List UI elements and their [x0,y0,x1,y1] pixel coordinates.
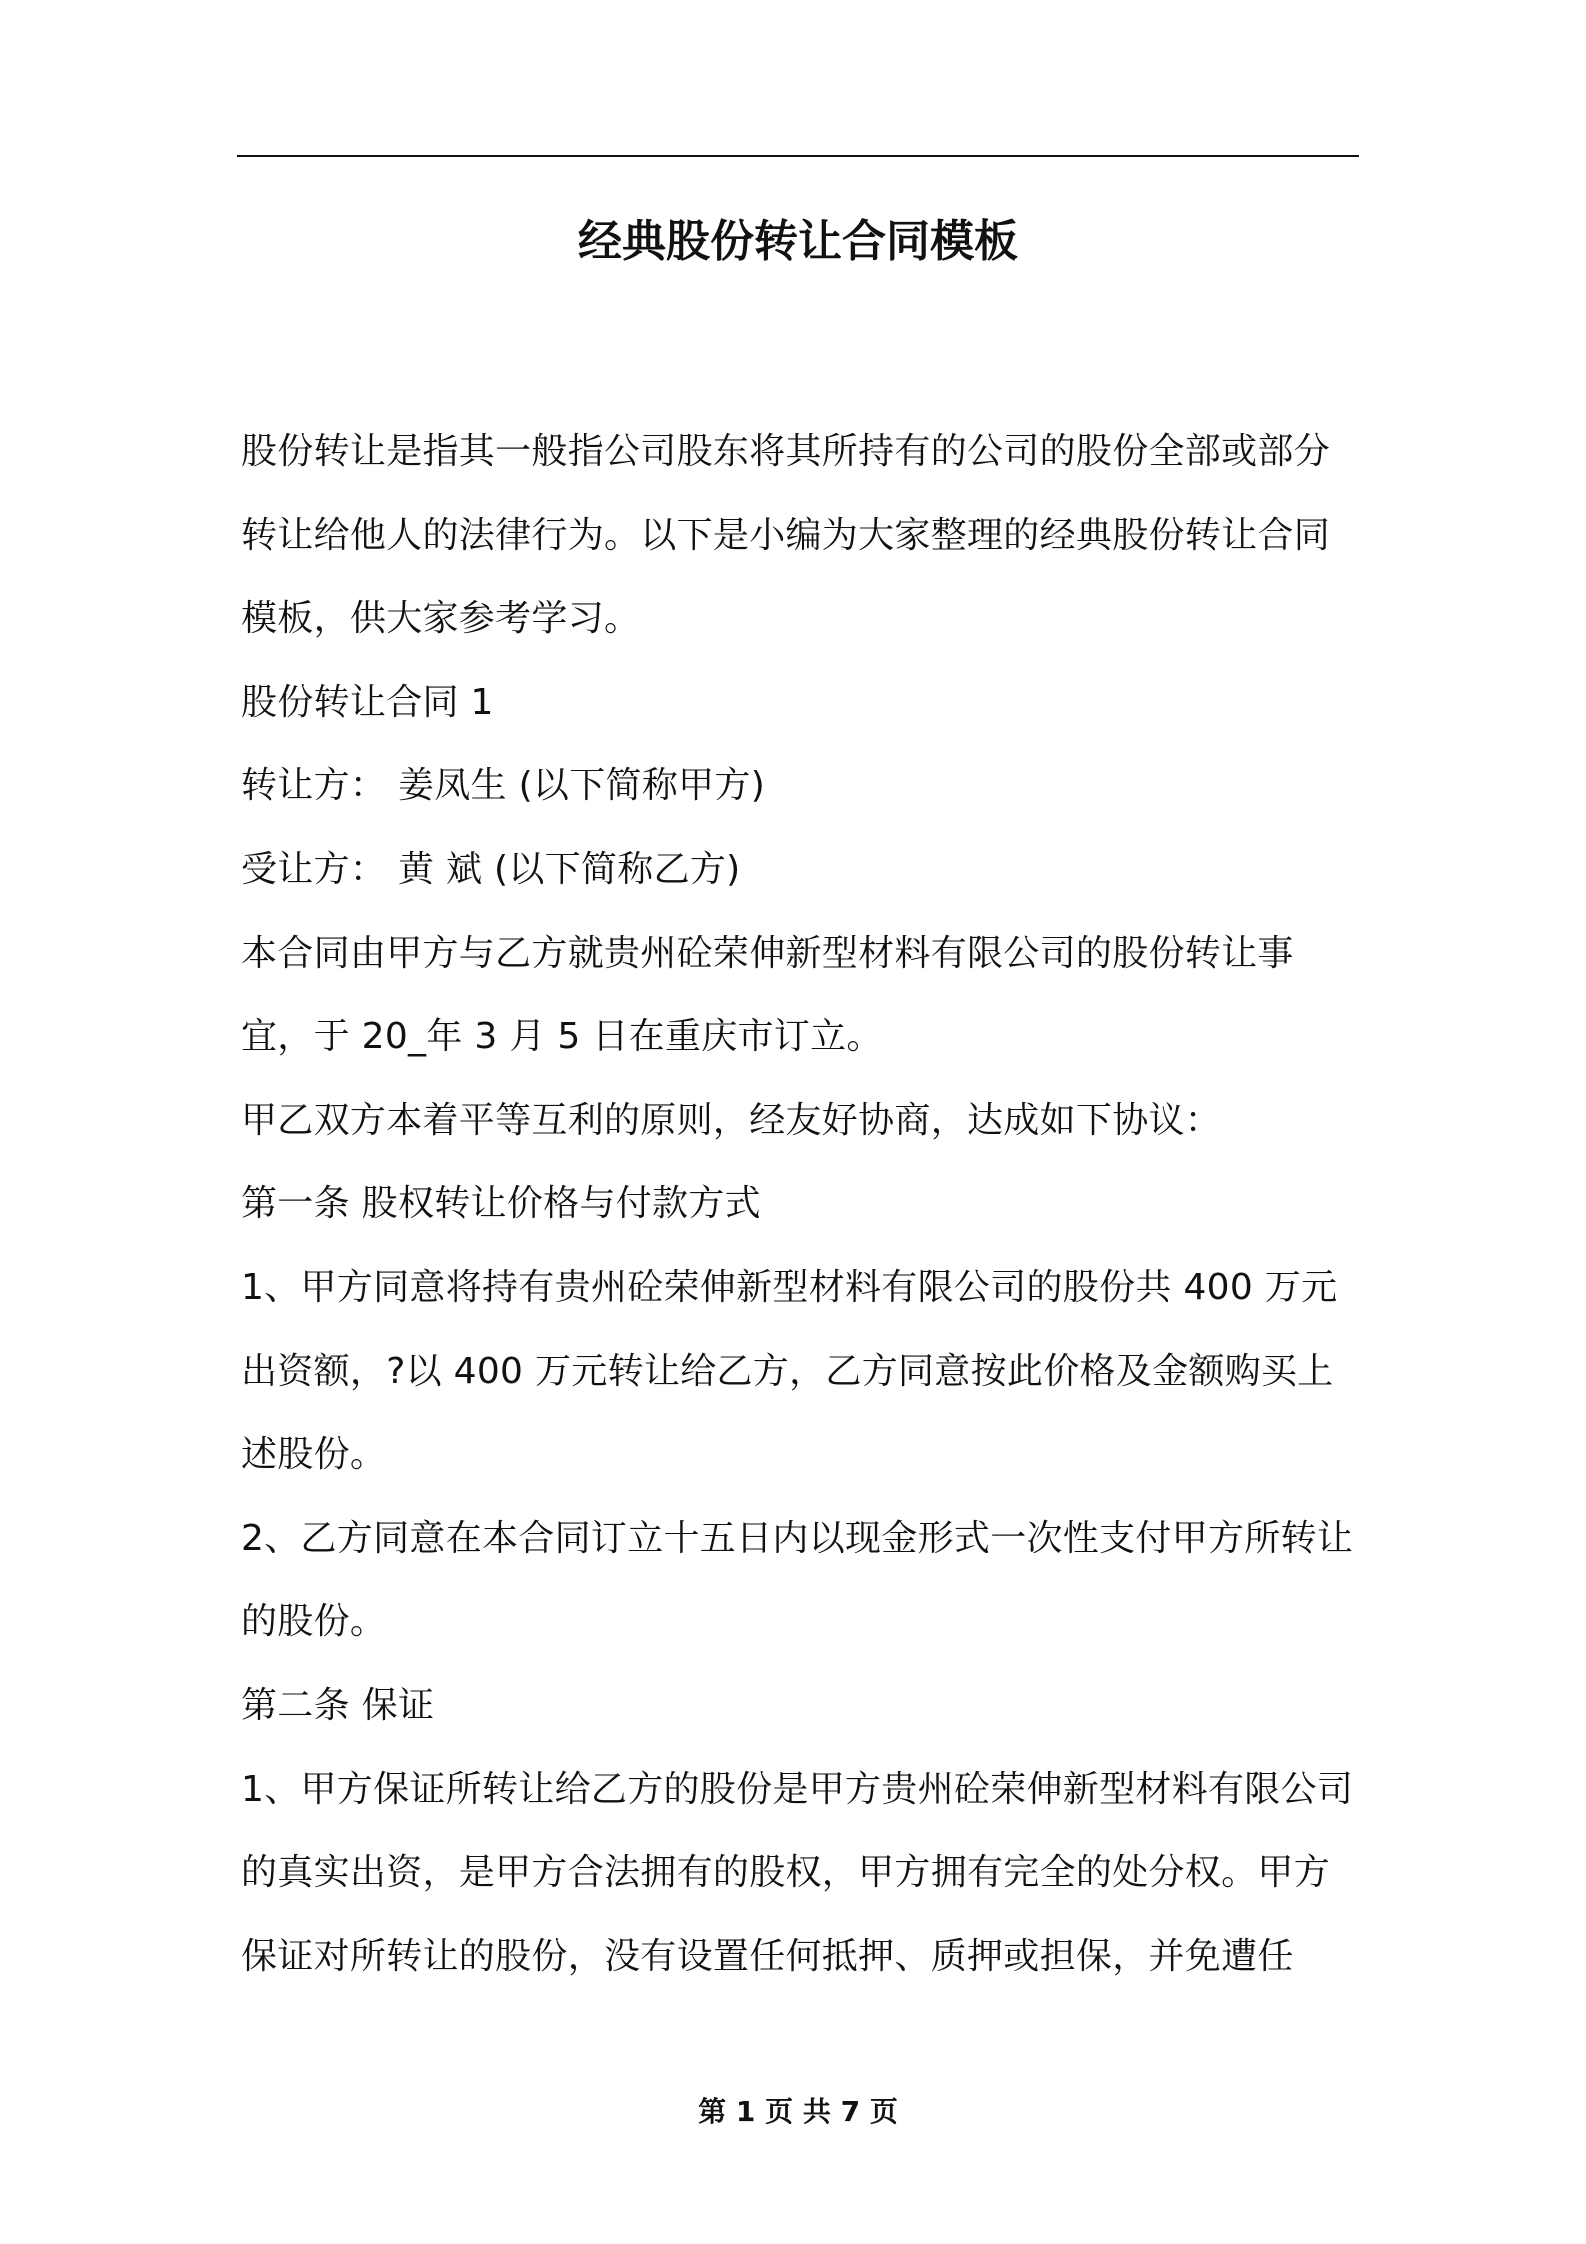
transferee-line: 受让方： 黄 斌 (以下简称乙方) [241,848,741,890]
article-1-clause-1: 1、甲方同意将持有贵州砼荣伸新型材料有限公司的股份共 400 万元出资额，?以 400 万元转让给乙方，乙方同意按此价格及金额购买上述股份。 [241,1266,1338,1476]
contract-heading: 股份转让合同 1 [241,681,494,723]
article-1-heading: 第一条 股权转让价格与付款方式 [241,1183,761,1225]
contract-preamble: 本合同由甲方与乙方就贵州砼荣伸新型材料有限公司的股份转让事宜，于 20_年 3 月 5 日在重庆市订立。 [241,932,1294,1058]
article-2-clause-1: 1、甲方保证所转让给乙方的股份是甲方贵州砼荣伸新型材料有限公司的真实出资，是甲方合法拥有的股权，甲方拥有完全的处分权。甲方保证对所转让的股份，没有设置任何抵押、质押或担保，并免遭任 [241,1768,1354,1977]
intro-paragraph: 股份转让是指其一般指公司股东将其所持有的公司的股份全部或部分转让给他人的法律行为。以下是小编为大家整理的经典股份转让合同模板，供大家参考学习。 [241,431,1331,640]
agreement-intro: 甲乙双方本着平等互利的原则，经友好协商，达成如下协议： [241,1099,1222,1141]
document-body [241,410,1361,1998]
transferor-line: 转让方： 姜凤生 (以下简称甲方) [241,765,766,807]
header-rule [237,155,1359,157]
article-2-heading: 第二条 保证 [241,1684,435,1726]
page-footer: 第 1 页 共 7 页 [698,2095,898,2128]
document-title: 经典股份转让合同模板 [578,216,1018,267]
article-1-clause-2: 2、乙方同意在本合同订立十五日内以现金形式一次性支付甲方所转让的股份。 [241,1517,1354,1643]
